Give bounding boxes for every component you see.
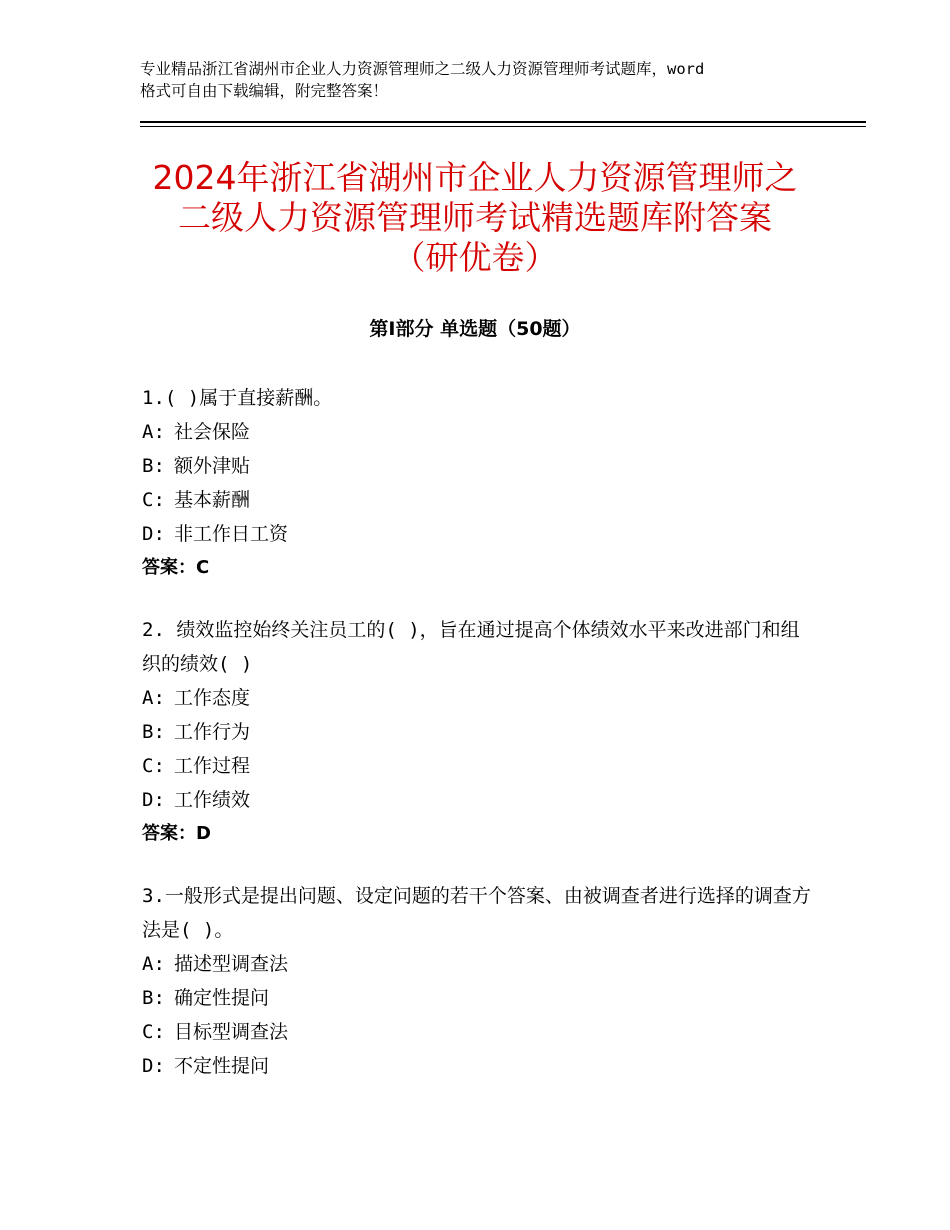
question-2	[142, 613, 812, 851]
question-1	[142, 381, 812, 585]
option-letter: D:	[142, 789, 165, 811]
option-d	[142, 1049, 812, 1083]
option-text: 额外津贴	[174, 455, 251, 477]
option-c	[142, 1015, 812, 1049]
option-b	[142, 981, 812, 1015]
title-line-1: 2024年浙江省湖州市企业人力资源管理师之	[152, 158, 798, 197]
option-letter: C:	[142, 755, 165, 777]
question-stem: 3.一般形式是提出问题、设定问题的若干个答案、由被调查者进行选择的调查方法是( )。	[142, 885, 811, 941]
title-line-2: 二级人力资源管理师考试精选题库附答案	[178, 198, 772, 237]
option-text: 社会保险	[174, 421, 251, 443]
option-text: 基本薪酬	[174, 489, 251, 511]
question-list	[142, 381, 812, 1111]
question-stem: 2. 绩效监控始终关注员工的( )，旨在通过提高个体绩效水平来改进部门和组织的绩效( )	[142, 619, 800, 675]
header-note-line-1: 专业精品浙江省湖州市企业人力资源管理师之二级人力资源管理师考试题库，word	[140, 60, 705, 78]
option-letter: C:	[142, 1021, 165, 1043]
option-d	[142, 783, 812, 817]
option-a	[142, 947, 812, 981]
option-b	[142, 449, 812, 483]
header-rule	[140, 121, 866, 123]
option-letter: A:	[142, 421, 165, 443]
option-letter: D:	[142, 1055, 165, 1077]
option-text: 工作绩效	[174, 789, 251, 811]
option-text: 工作过程	[174, 755, 251, 777]
option-letter: A:	[142, 953, 165, 975]
option-b	[142, 715, 812, 749]
section-heading: 第Ⅰ部分 单选题（50题）	[369, 318, 581, 340]
header-note	[140, 58, 830, 102]
option-text: 描述型调查法	[174, 953, 289, 975]
option-text: 非工作日工资	[174, 523, 289, 545]
option-letter: B:	[142, 721, 165, 743]
option-a	[142, 415, 812, 449]
option-text: 不定性提问	[174, 1055, 270, 1077]
option-c	[142, 749, 812, 783]
answer-label: 答案：C	[142, 557, 210, 578]
question-stem: 1.( )属于直接薪酬。	[142, 387, 333, 409]
option-d	[142, 517, 812, 551]
title-line-3: （研优卷）	[392, 238, 558, 277]
option-text: 工作态度	[174, 687, 251, 709]
option-text: 目标型调查法	[174, 1021, 289, 1043]
option-letter: C:	[142, 489, 165, 511]
option-text: 工作行为	[174, 721, 251, 743]
header-rule-thin	[140, 126, 866, 127]
header-note-line-2: 格式可自由下载编辑，附完整答案！	[140, 82, 389, 100]
option-letter: A:	[142, 687, 165, 709]
option-a	[142, 681, 812, 715]
option-letter: B:	[142, 455, 165, 477]
option-letter: D:	[142, 523, 165, 545]
document-title	[90, 158, 860, 278]
answer-label: 答案：D	[142, 823, 211, 844]
question-3	[142, 879, 812, 1083]
option-text: 确定性提问	[174, 987, 270, 1009]
option-c	[142, 483, 812, 517]
option-letter: B:	[142, 987, 165, 1009]
